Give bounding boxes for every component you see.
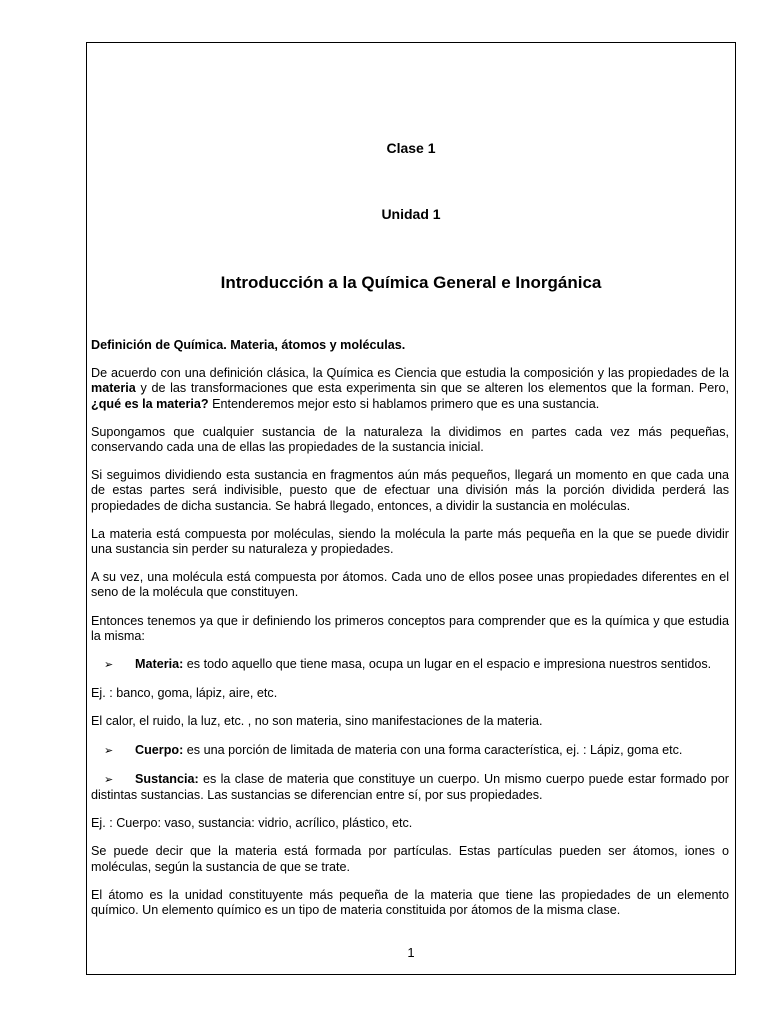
paragraph-matter-composition: La materia está compuesta por moléculas, siendo la molécula la parte más pequeña en la que se puede dividir una sustancia sin perder su naturaleza y propiedades. [91,526,729,557]
paragraph-concepts: Entonces tenemos ya que ir definiendo los primeros conceptos para comprender que es la química y que estudia la misma: [91,613,729,643]
document-title: Introducción a la Química General e Inorgánica [220,273,602,292]
page-number: 1 [407,945,415,960]
bullet-materia-example: Ej. : banco, goma, lápiz, aire, etc. [91,686,278,701]
bold-term-materia: materia [91,381,136,396]
bold-question: ¿qué es la materia? [91,396,209,411]
section-heading: Definición de Química. Materia, átomos y moléculas. [91,338,406,352]
paragraph-division: Supongamos que cualquier sustancia de la naturaleza la dividimos en partes cada vez más pequeñas, conservando cada una de ellas las propiedades de la sustancia inicial. [91,424,729,455]
bullet-cuerpo-definition [91,743,729,759]
bullet-cuerpo-text: es una porción de limitada de materia con una forma característica, ej. : Lápiz, goma etc. [183,742,683,757]
bullet-cuerpo [91,743,729,759]
arrow-bullet-icon: ➢ [104,773,114,786]
bullet-materia-definition [91,657,729,673]
paragraph-molecules: Si seguimos dividiendo esta sustancia en fragmentos aún más pequeños, llegará un momento en que cada una de estas partes será indivisible, puesto que de efectuar una división más la porción dividida perderá las propiedades de dicha sustancia. Se habrá llegado, entonces, a dividir la sustancia en moléculas. [91,468,729,513]
bullet-materia-text: es todo aquello que tiene masa, ocupa un lugar en el espacio e impresiona nuestros sentidos. [183,657,712,672]
bullet-sustancia-definition [91,772,729,803]
paragraph-definition-text-a: De acuerdo con una definición clásica, la Química es Ciencia que estudia la composición y las propiedades de la [91,366,729,381]
bullet-materia-note: El calor, el ruido, la luz, etc. , no son materia, sino manifestaciones de la materia. [91,714,543,729]
bullet-materia [91,657,729,730]
bullet-sustancia-example: Ej. : Cuerpo: vaso, sustancia: vidrio, acrílico, plástico, etc. [91,816,413,831]
paragraph-atom-unit: El átomo es la unidad constituyente más pequeña de la materia que tiene las propiedades de un elemento químico. Un elemento químico es un tipo de materia constituida por átomos de la misma clase. [91,887,729,918]
arrow-bullet-icon: ➢ [104,659,114,672]
bullet-cuerpo-term: Cuerpo: [135,742,184,757]
bullet-materia-term: Materia: [135,657,184,672]
paragraph-definition-text-c: Entenderemos mejor esto si hablamos primero que es una sustancia. [208,396,600,411]
bullet-sustancia [91,772,729,832]
page-frame [86,42,736,975]
paragraph-definition-text-b: y de las transformaciones que esta experimenta sin que se alteren los elementos que la forman. Pero, [135,381,729,396]
class-label: Clase 1 [386,140,436,156]
unit-label: Unidad 1 [381,206,441,222]
paragraph-definition [91,366,729,412]
paragraph-particles: Se puede decir que la materia está formada por partículas. Estas partículas pueden ser átomos, iones o moléculas, según la sustancia de que se trate. [91,844,729,874]
document-body [91,338,729,931]
arrow-bullet-icon: ➢ [104,744,114,757]
bullet-sustancia-term: Sustancia: [135,771,199,786]
paragraph-atoms: A su vez, una molécula está compuesta por átomos. Cada uno de ellos posee unas propiedades diferentes en el seno de la molécula que constituyen. [91,570,729,600]
bullet-sustancia-text: es la clase de materia que constituye un cuerpo. Un mismo cuerpo puede estar formado por distintas sustancias. Las sustancias se diferencian entre sí, por sus propiedades. [91,771,729,803]
